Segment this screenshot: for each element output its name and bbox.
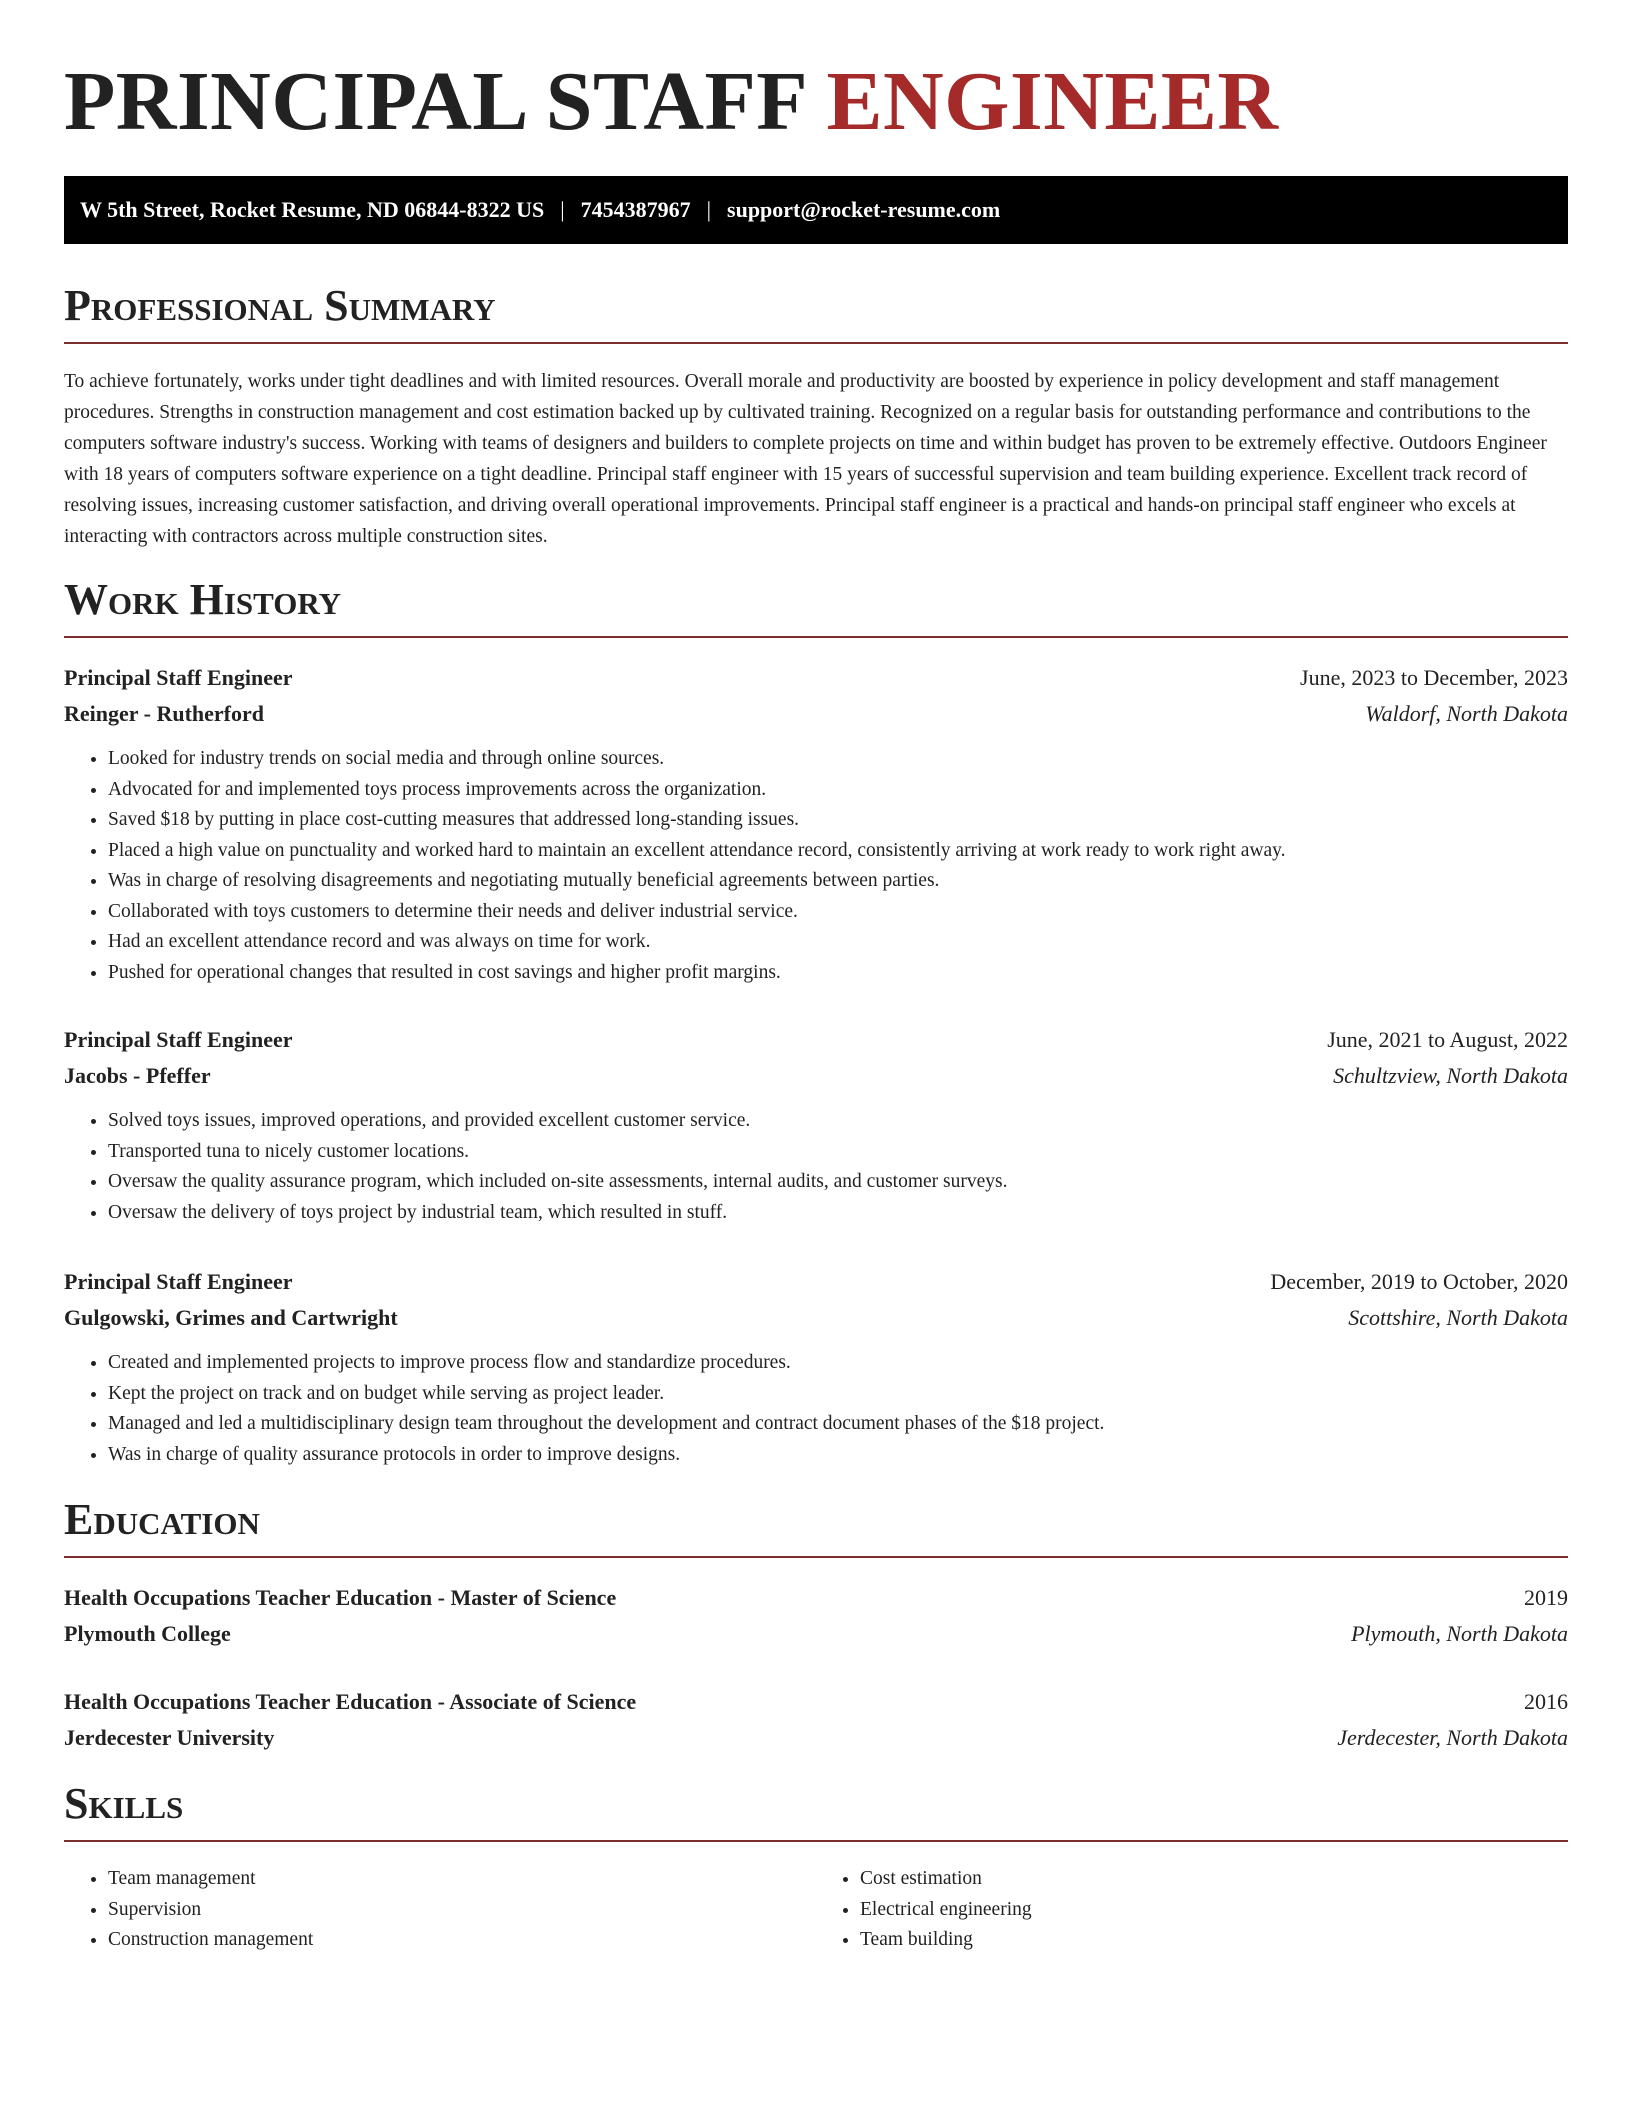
skills-list bbox=[64, 1864, 1568, 1956]
skill-item: • Supervision bbox=[108, 1895, 816, 1926]
job-dates: June, 2021 to August, 2022 bbox=[1327, 1027, 1568, 1052]
job-bullet: • Collaborated with toys customers to determine their needs and deliver industrial service. bbox=[108, 897, 1568, 928]
skill-item: • Team management bbox=[108, 1864, 816, 1895]
job-bullet: • Created and implemented projects to improve process flow and standardize procedures. bbox=[108, 1348, 1568, 1379]
job-company: Reinger - Rutherford bbox=[64, 701, 264, 726]
skills-column-right bbox=[816, 1864, 1568, 1956]
section-title-education: Education bbox=[64, 1494, 1568, 1558]
job-bullet: • Transported tuna to nicely customer locations. bbox=[108, 1137, 1568, 1168]
contact-separator: | bbox=[560, 197, 565, 222]
section-title-work: Work History bbox=[64, 574, 1568, 638]
job-position: Principal Staff Engineer bbox=[64, 665, 293, 690]
education-school: Plymouth College bbox=[64, 1621, 231, 1646]
job-bullet: • Saved $18 by putting in place cost-cutting measures that addressed long-standing issues. bbox=[108, 805, 1568, 836]
education-year: 2016 bbox=[1524, 1689, 1568, 1714]
job-dates: December, 2019 to October, 2020 bbox=[1270, 1269, 1568, 1294]
job-bullets bbox=[64, 1106, 1568, 1228]
job-bullet: • Was in charge of quality assurance protocols in order to improve designs. bbox=[108, 1440, 1568, 1471]
section-title-summary: Professional Summary bbox=[64, 280, 1568, 344]
job-bullet: • Oversaw the delivery of toys project by industrial team, which resulted in stuff. bbox=[108, 1198, 1568, 1229]
job-bullet: • Advocated for and implemented toys process improvements across the organization. bbox=[108, 775, 1568, 806]
education-degree: Health Occupations Teacher Education - Master of Science bbox=[64, 1585, 617, 1610]
job-bullets bbox=[64, 744, 1568, 988]
job-bullet: • Oversaw the quality assurance program, which included on-site assessments, internal audits, and customer surveys. bbox=[108, 1167, 1568, 1198]
education-location: Jerdecester, North Dakota bbox=[1337, 1725, 1568, 1750]
education-degree: Health Occupations Teacher Education - Associate of Science bbox=[64, 1689, 637, 1714]
section-title-skills: Skills bbox=[64, 1778, 1568, 1842]
job-location: Schultzview, North Dakota bbox=[1333, 1063, 1568, 1088]
education-entry bbox=[64, 1684, 1568, 1756]
contact-email: support@rocket-resume.com bbox=[727, 197, 1001, 222]
education-year: 2019 bbox=[1524, 1585, 1568, 1610]
job-company: Gulgowski, Grimes and Cartwright bbox=[64, 1305, 398, 1330]
education-entry bbox=[64, 1580, 1568, 1652]
job-bullet: • Solved toys issues, improved operations, and provided excellent customer service. bbox=[108, 1106, 1568, 1137]
skill-item: • Electrical engineering bbox=[860, 1895, 1568, 1926]
skill-item: • Construction management bbox=[108, 1925, 816, 1956]
job-bullet: • Managed and led a multidisciplinary design team throughout the development and contract document phases of the $18 project. bbox=[108, 1409, 1568, 1440]
job-position: Principal Staff Engineer bbox=[64, 1269, 293, 1294]
job-entry bbox=[64, 1264, 1568, 1470]
job-entry bbox=[64, 660, 1568, 988]
job-entry bbox=[64, 1022, 1568, 1228]
contact-separator: | bbox=[706, 197, 712, 222]
skill-item: • Team building bbox=[860, 1925, 1568, 1956]
resume-name bbox=[64, 52, 1279, 152]
skills-column-left bbox=[64, 1864, 816, 1956]
job-location: Scottshire, North Dakota bbox=[1348, 1305, 1568, 1330]
summary-text: To achieve fortunately, works under tight deadlines and with limited resources. Overall morale and productivity are boosted by experience in policy development and staff management procedures. Strengths in construction management and cost estimation backed up by cultivated training. Recognized on a regular basis for outstanding performance and contributions to the computers software industry's success. Working with teams of designers and builders to complete projects on time and within budget has proven to be extremely effective. Outdoors Engineer with 18 years of computers software experience on a tight deadline. Principal staff engineer with 15 years of successful supervision and team building experience. Excellent track record of resolving issues, increasing customer satisfaction, and driving overall operational improvements. Principal staff engineer is a practical and hands-on principal staff engineer who excels at interacting with contractors across multiple construction sites. bbox=[64, 371, 1547, 547]
job-bullet: • Had an excellent attendance record and was always on time for work. bbox=[108, 927, 1568, 958]
skill-item: • Cost estimation bbox=[860, 1864, 1568, 1895]
contact-phone: 7454387967 bbox=[580, 197, 691, 222]
job-bullet: • Placed a high value on punctuality and worked hard to maintain an excellent attendance record, consistently arriving at work ready to work right away. bbox=[108, 836, 1568, 867]
job-dates: June, 2023 to December, 2023 bbox=[1300, 665, 1568, 690]
job-bullet: • Kept the project on track and on budget while serving as project leader. bbox=[108, 1379, 1568, 1410]
name-first: PRINCIPAL STAFF bbox=[64, 55, 805, 148]
contact-bar bbox=[64, 176, 1568, 244]
education-school: Jerdecester University bbox=[64, 1725, 275, 1750]
education-location: Plymouth, North Dakota bbox=[1351, 1621, 1568, 1646]
job-company: Jacobs - Pfeffer bbox=[64, 1063, 211, 1088]
job-bullet: • Pushed for operational changes that resulted in cost savings and higher profit margins. bbox=[108, 958, 1568, 989]
job-bullet: • Looked for industry trends on social media and through online sources. bbox=[108, 744, 1568, 775]
job-bullet: • Was in charge of resolving disagreements and negotiating mutually beneficial agreements between parties. bbox=[108, 866, 1568, 897]
job-location: Waldorf, North Dakota bbox=[1365, 701, 1568, 726]
job-bullets bbox=[64, 1348, 1568, 1470]
name-last: ENGINEER bbox=[826, 55, 1279, 148]
contact-address: W 5th Street, Rocket Resume, ND 06844-8322 US bbox=[80, 197, 545, 222]
job-position: Principal Staff Engineer bbox=[64, 1027, 293, 1052]
